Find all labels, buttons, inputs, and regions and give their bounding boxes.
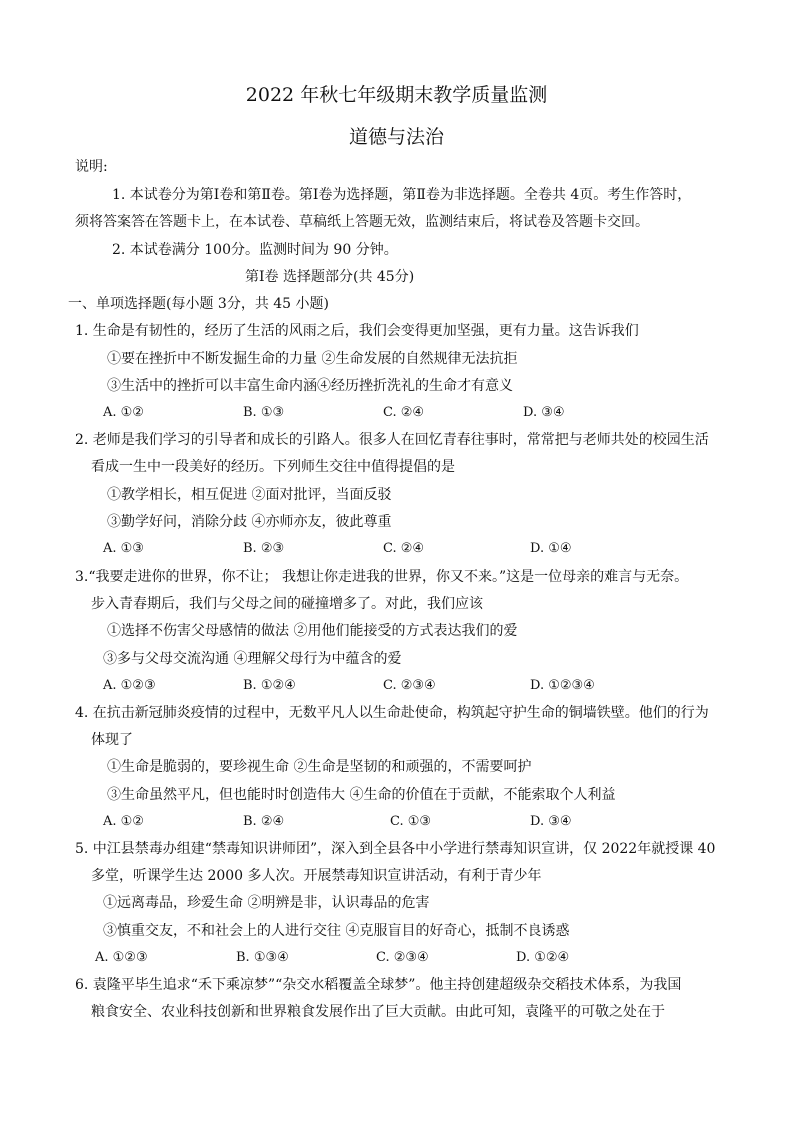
question-stem: 粮食安全、农业科技创新和世界粮食发展作出了巨大贡献。由此可知，袁隆平的可敬之处在于 [91, 1004, 665, 1020]
part-heading: 第Ⅰ卷 选择题部分(共 45分) [245, 269, 415, 285]
question-statement: ③勤学好问，消除分歧 ④亦师亦友，彼此尊重 [107, 514, 392, 530]
option-a: A. ①②③ [95, 950, 148, 965]
instruction-2: 2. 本试卷满分 100分。监测时间为 90 分钟。 [112, 242, 398, 258]
question-statement: ①选择不伤害父母感情的做法 ②用他们能接受的方式表达我们的爱 [107, 623, 518, 639]
question-statement: ①远离毒品，珍爱生命 ②明辨是非，认识毒品的危害 [103, 895, 430, 911]
subject-title: 道德与法治 [348, 126, 444, 148]
option-c: C. ②④ [383, 541, 425, 556]
question-stem: 6. 袁隆平毕生追求“禾下乘凉梦”“杂交水稻覆盖全球梦”。他主持创建超级杂交稻技术体系，为我国 [75, 977, 682, 993]
option-c: C. ②④ [383, 405, 425, 420]
option-a: A. ①② [103, 814, 144, 829]
option-d: D. ①②③④ [530, 678, 595, 693]
option-d: D. ①④ [530, 541, 572, 556]
question-stem: 1. 生命是有韧性的，经历了生活的风雨之后，我们会变得更加坚强，更有力量。这告诉我们 [75, 323, 639, 339]
option-b: B. ①③④ [236, 950, 289, 965]
section-heading: 一、单项选择题(每小题 3分，共 45 小题) [68, 296, 329, 312]
option-b: B. ②④ [243, 814, 285, 829]
option-a: A. ①②③ [103, 678, 156, 693]
instruction-1-line-2: 须将答案答在答题卡上，在本试卷、草稿纸上答题无效，监测结束后，将试卷及答题卡交回。 [75, 214, 649, 230]
option-b: B. ②③ [243, 541, 285, 556]
question-stem: 4. 在抗击新冠肺炎疫情的过程中，无数平凡人以生命赴使命，构筑起守护生命的铜墙铁壁。他们的行为 [75, 705, 709, 721]
instruction-1-line-1: 1. 本试卷分为第Ⅰ卷和第Ⅱ卷。第Ⅰ卷为选择题，第Ⅱ卷为非选择题。全卷共 4页。考生作答时， [112, 187, 692, 203]
exam-title: 2022 年秋七年级期末教学质量监测 [245, 84, 548, 106]
question-stem: 多堂，听课学生达 2000 多人次。开展禁毒知识宣讲活动，有利于青少年 [91, 868, 542, 884]
question-stem: 3.“我要走进你的世界，你不让； 我想让你走进我的世界，你又不来。”这是一位母亲的难言与无奈。 [75, 569, 689, 585]
option-c: C. ②③④ [376, 950, 429, 965]
option-b: B. ①③ [243, 405, 285, 420]
option-a: A. ①③ [103, 541, 144, 556]
option-a: A. ①② [103, 405, 144, 420]
question-stem: 体现了 [91, 732, 133, 748]
question-statement: ③慎重交友，不和社会上的人进行交往 ④克服盲目的好奇心，抵制不良诱惑 [103, 923, 570, 939]
question-statement: ①生命是脆弱的，要珍视生命 ②生命是坚韧的和顽强的，不需要呵护 [107, 759, 532, 775]
option-c: C. ①③ [390, 814, 432, 829]
question-stem: 2. 老师是我们学习的引导者和成长的引路人。很多人在回忆青春往事时，常常把与老师共处的校园生活 [75, 432, 709, 448]
option-c: C. ②③④ [383, 678, 436, 693]
question-statement: ①教学相长，相互促进 ②面对批评，当面反驳 [107, 487, 392, 503]
instructions-label: 说明: [75, 159, 108, 175]
question-statement: ③多与父母交流沟通 ④理解父母行为中蕴含的爱 [103, 651, 402, 667]
option-b: B. ①②④ [243, 678, 296, 693]
question-stem: 5. 中江县禁毒办组建“禁毒知识讲师团”，深入到全县各中小学进行禁毒知识宣讲，仅 2022年就授课 40 [75, 841, 716, 857]
question-stem: 步入青春期后，我们与父母之间的碰撞增多了。对此，我们应该 [91, 596, 483, 612]
question-stem: 看成一生中一段美好的经历。下列师生交往中值得提倡的是 [91, 459, 455, 475]
question-statement: ①要在挫折中不断发掘生命的力量 ②生命发展的自然规律无法抗拒 [107, 351, 518, 367]
question-statement: ③生命虽然平凡，但也能时时创造伟大 ④生命的价值在于贡献，不能索取个人利益 [107, 787, 616, 803]
question-statement: ③生活中的挫折可以丰富生命内涵④经历挫折洗礼的生命才有意义 [107, 378, 513, 394]
option-d: D. ③④ [530, 814, 572, 829]
option-d: D. ③④ [523, 405, 565, 420]
option-d: D. ①②④ [516, 950, 570, 965]
